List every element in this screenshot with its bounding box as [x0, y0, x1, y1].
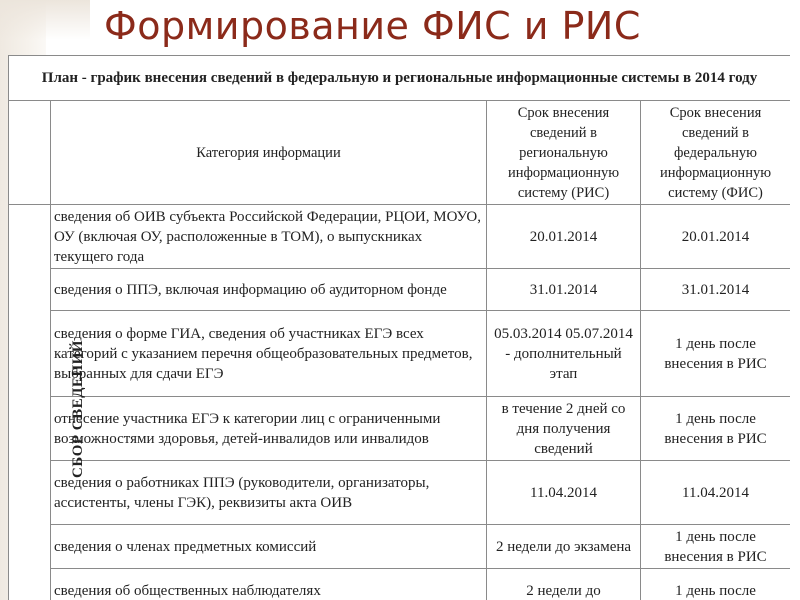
row-ris-deadline: 20.01.2014: [487, 205, 641, 269]
row-ris-deadline: 05.03.2014 05.07.2014 - дополнительный этап: [487, 311, 641, 397]
row-ris-deadline: в течение 2 дней со дня получения сведений: [487, 397, 641, 461]
row-fis-deadline: 20.01.2014: [641, 205, 791, 269]
slide-title: Формирование ФИС и РИС: [104, 4, 641, 48]
table-row: [9, 525, 791, 569]
table-row: [9, 461, 791, 525]
schedule-table: [8, 55, 790, 600]
side-label: СБОР СВЕДЕНИЙ: [69, 339, 86, 478]
row-fis-deadline: 31.01.2014: [641, 269, 791, 311]
header-row: [9, 101, 791, 205]
row-category: отнесение участника ЕГЭ к категории лиц с ограниченными возможностями здоровья, детей-инвалидов или инвалидов: [51, 397, 487, 461]
row-ris-deadline: 31.01.2014: [487, 269, 641, 311]
header-fis: Срок внесения сведений в федеральную информационную систему (ФИС): [641, 101, 791, 205]
table-row: [9, 311, 791, 397]
table-row: [9, 569, 791, 600]
side-label-cell: [9, 205, 86, 600]
row-category: сведения о ППЭ, включая информацию об аудиторном фонде: [51, 269, 487, 311]
schedule-document: [8, 55, 790, 600]
header-side-blank: [9, 101, 51, 205]
row-category: сведения об ОИВ субъекта Российской Федерации, РЦОИ, МОУО, ОУ (включая ОУ, расположенные в ТОМ), о выпускниках текущего года: [51, 205, 487, 269]
row-category: сведения об общественных наблюдателях: [51, 569, 487, 600]
row-category: сведения о работниках ППЭ (руководители, организаторы, ассистенты, члены ГЭК), реквизиты акта ОИВ: [51, 461, 487, 525]
slide-corner-decoration: [0, 0, 90, 40]
row-ris-deadline: 2 недели до экзамена: [487, 525, 641, 569]
table-row: [9, 269, 791, 311]
row-fis-deadline: 1 день после внесения в РИС: [641, 397, 791, 461]
row-fis-deadline: 1 день после: [641, 569, 791, 600]
row-category: сведения о членах предметных комиссий: [51, 525, 487, 569]
table-row: [9, 397, 791, 461]
row-ris-deadline: 11.04.2014: [487, 461, 641, 525]
row-category: сведения о форме ГИА, сведения об участниках ЕГЭ всех категорий с указанием перечня общеобразовательных предметов, выбранных для сдачи ЕГЭ: [51, 311, 487, 397]
plan-title-row: [9, 56, 791, 101]
plan-title: План - график внесения сведений в федеральную и региональные информационные системы в 2014 году: [9, 56, 791, 101]
table-row: [9, 205, 791, 269]
row-ris-deadline: 2 недели до: [487, 569, 641, 600]
header-ris: Срок внесения сведений в региональную информационную систему (РИС): [487, 101, 641, 205]
row-fis-deadline: 1 день после внесения в РИС: [641, 311, 791, 397]
row-fis-deadline: 11.04.2014: [641, 461, 791, 525]
header-category: Категория информации: [51, 101, 487, 205]
row-fis-deadline: 1 день после внесения в РИС: [641, 525, 791, 569]
